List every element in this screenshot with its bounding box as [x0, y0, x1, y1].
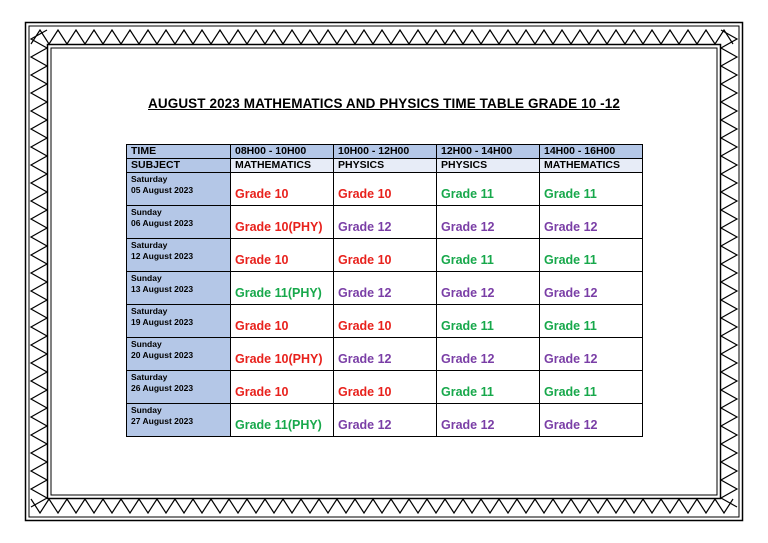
date-cell [127, 371, 231, 404]
grade-cell: Grade 10(PHY) [231, 338, 334, 371]
grade-cell: Grade 11 [540, 173, 643, 206]
grade-cell: Grade 12 [334, 338, 437, 371]
table-row [127, 305, 643, 338]
table-row [127, 338, 643, 371]
grade-cell: Grade 12 [334, 272, 437, 305]
grade-cell: Grade 12 [437, 206, 540, 239]
subject-header-row-cell: MATHEMATICS [540, 159, 643, 173]
date-text: 13 August 2023 [131, 284, 194, 294]
time-header-row [127, 145, 643, 159]
grade-cell: Grade 12 [540, 404, 643, 437]
table-row [127, 272, 643, 305]
grade-cell: Grade 10 [231, 305, 334, 338]
date-cell [127, 338, 231, 371]
grade-cell: Grade 11 [437, 239, 540, 272]
page-title: AUGUST 2023 MATHEMATICS AND PHYSICS TIME TABLE GRADE 10 -12 [148, 96, 620, 111]
table-row [127, 371, 643, 404]
day-name: Sunday [131, 405, 162, 415]
grade-cell: Grade 11 [540, 305, 643, 338]
grade-cell: Grade 11 [437, 371, 540, 404]
subject-header-row-cell: MATHEMATICS [231, 159, 334, 173]
grade-cell: Grade 12 [540, 338, 643, 371]
table-row [127, 173, 643, 206]
grade-cell: Grade 10 [334, 239, 437, 272]
date-text: 26 August 2023 [131, 383, 194, 393]
grade-cell: Grade 10 [231, 371, 334, 404]
date-cell [127, 239, 231, 272]
date-text: 12 August 2023 [131, 251, 194, 261]
grade-cell: Grade 10 [334, 371, 437, 404]
date-cell [127, 404, 231, 437]
grade-cell: Grade 11 [437, 305, 540, 338]
grade-cell: Grade 12 [334, 404, 437, 437]
time-header-row-cell: 14H00 - 16H00 [540, 145, 643, 159]
grade-cell: Grade 10 [334, 305, 437, 338]
date-cell [127, 305, 231, 338]
grade-cell: Grade 10(PHY) [231, 206, 334, 239]
grade-cell: Grade 12 [540, 206, 643, 239]
day-name: Saturday [131, 174, 168, 184]
time-header-row-cell: TIME [127, 145, 231, 159]
day-name: Saturday [131, 372, 168, 382]
grade-cell: Grade 10 [231, 239, 334, 272]
subject-header-row [127, 159, 643, 173]
time-header-row-cell: 08H00 - 10H00 [231, 145, 334, 159]
grade-cell: Grade 12 [437, 338, 540, 371]
grade-cell: Grade 11 [540, 239, 643, 272]
day-name: Saturday [131, 240, 168, 250]
date-cell [127, 272, 231, 305]
table-row [127, 404, 643, 437]
date-cell [127, 206, 231, 239]
grade-cell: Grade 12 [437, 404, 540, 437]
day-name: Saturday [131, 306, 168, 316]
time-header-row-cell: 12H00 - 14H00 [437, 145, 540, 159]
time-header-row-cell: 10H00 - 12H00 [334, 145, 437, 159]
subject-header-row-cell: SUBJECT [127, 159, 231, 173]
grade-cell: Grade 11(PHY) [231, 272, 334, 305]
table-row [127, 206, 643, 239]
day-name: Sunday [131, 207, 162, 217]
grade-cell: Grade 12 [334, 206, 437, 239]
timetable [126, 144, 643, 437]
grade-cell: Grade 10 [231, 173, 334, 206]
grade-cell: Grade 11(PHY) [231, 404, 334, 437]
date-cell [127, 173, 231, 206]
day-name: Sunday [131, 273, 162, 283]
grade-cell: Grade 11 [540, 371, 643, 404]
date-text: 27 August 2023 [131, 416, 194, 426]
date-text: 06 August 2023 [131, 218, 194, 228]
grade-cell: Grade 12 [437, 272, 540, 305]
grade-cell: Grade 10 [334, 173, 437, 206]
day-name: Sunday [131, 339, 162, 349]
subject-header-row-cell: PHYSICS [334, 159, 437, 173]
date-text: 19 August 2023 [131, 317, 194, 327]
subject-header-row-cell: PHYSICS [437, 159, 540, 173]
grade-cell: Grade 12 [540, 272, 643, 305]
table-row [127, 239, 643, 272]
date-text: 20 August 2023 [131, 350, 194, 360]
date-text: 05 August 2023 [131, 185, 194, 195]
grade-cell: Grade 11 [437, 173, 540, 206]
